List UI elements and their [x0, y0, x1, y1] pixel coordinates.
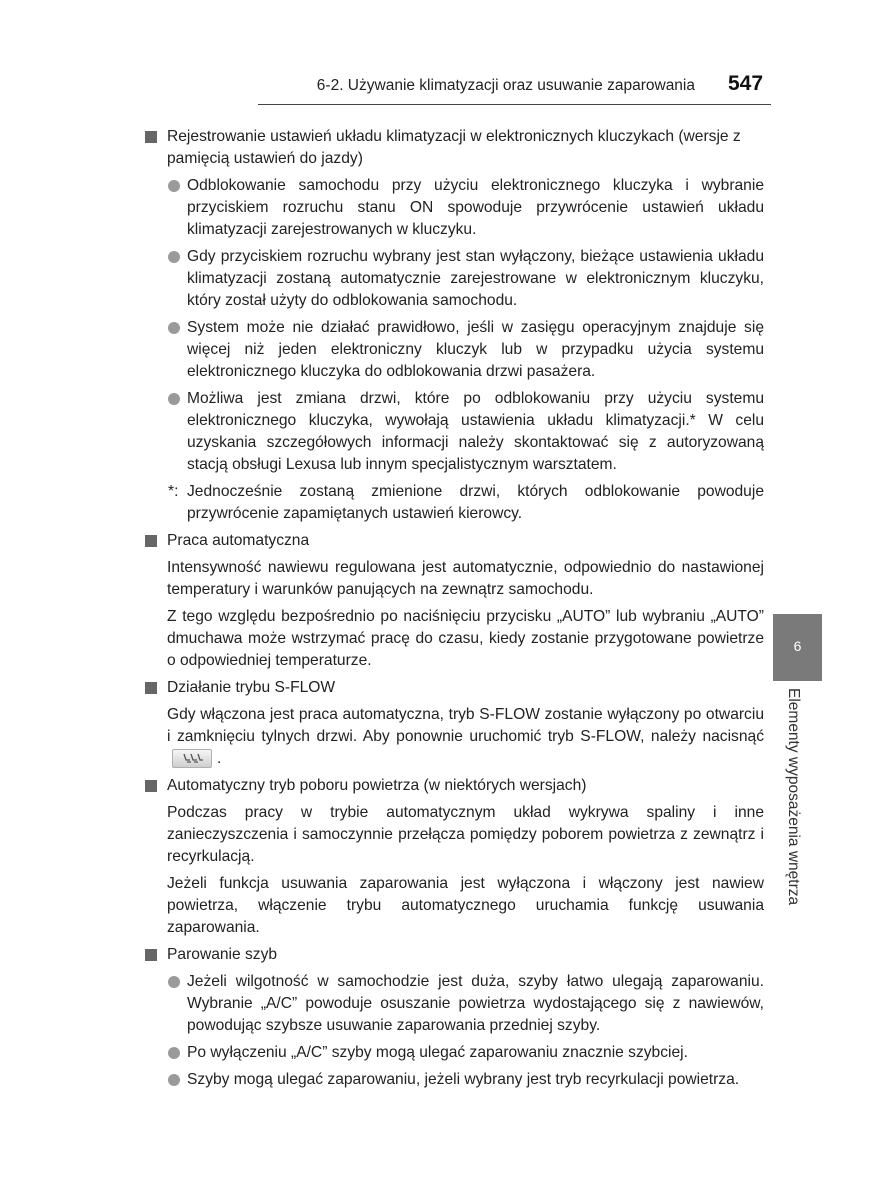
page-number: 547	[728, 72, 764, 95]
section-heading-text: Parowanie szyb	[167, 946, 278, 963]
footnote-text: Jednocześnie zostaną zmienione drzwi, których odblokowanie powoduje przywrócenie zapamiętanych ustawień kierowcy.	[187, 483, 764, 522]
section-heading	[144, 775, 764, 797]
square-bullet-icon	[145, 131, 157, 143]
square-bullet-icon	[145, 535, 157, 547]
round-bullet-icon	[168, 322, 180, 334]
list-item-text: Gdy przyciskiem rozruchu wybrany jest stan wyłączony, bieżące ustawienia układu klimatyzacji zostaną automatycznie zarejestrowane w elektronicznym kluczyku, który został użyty do odblokowania samochodu.	[187, 248, 764, 309]
paragraph-text: Gdy włączona jest praca automatyczna, tryb S-FLOW zostanie wyłączony po otwarciu i zamknięciu tylnych drzwi. Aby ponownie uruchomić tryb S-FLOW, należy nacisnąć	[167, 706, 764, 745]
list-item-text: Możliwa jest zmiana drzwi, które po odblokowaniu przy użyciu systemu elektronicznego kluczyka, wywołają ustawienia układu klimatyzacji.* W celu uzyskania szczegółowych informacji należy skontaktować się z autoryzowaną stacją obsługi Lexusa lub innym specjalistycznym warsztatem.	[187, 390, 764, 473]
list-item	[168, 1042, 764, 1064]
section-heading	[144, 677, 764, 699]
square-bullet-icon	[145, 780, 157, 792]
s-flow-button-icon	[172, 749, 212, 768]
paragraph: Intensywność nawiewu regulowana jest automatycznie, odpowiednio do nastawionej temperatury i warunków panujących na zewnątrz samochodu.	[167, 559, 764, 598]
section-heading	[144, 530, 764, 552]
list-item	[168, 317, 764, 383]
chapter-label: Elementy wyposażenia wnętrza	[785, 688, 802, 906]
list-item	[168, 1069, 764, 1091]
paragraph-text: .	[217, 750, 222, 767]
list-item-text: Odblokowanie samochodu przy użyciu elektronicznego kluczyka i wybranie przyciskiem rozruchu stanu ON spowoduje przywrócenie ustawień układu klimatyzacji zarejestrowanych w kluczyku.	[187, 177, 764, 238]
list-item-text: Szyby mogą ulegać zaparowaniu, jeżeli wybrany jest tryb recyrkulacji powietrza.	[187, 1071, 740, 1088]
section-heading	[144, 126, 764, 170]
list-item-text: Po wyłączeniu „A/C” szyby mogą ulegać zaparowaniu znacznie szybciej.	[187, 1044, 688, 1061]
round-bullet-icon	[168, 180, 180, 192]
bullet-list	[144, 971, 764, 1091]
section-body	[144, 802, 764, 939]
section-body	[144, 704, 764, 770]
chapter-tab	[773, 614, 822, 681]
list-item-text: System może nie działać prawidłowo, jeśli w zasięgu operacyjnym znajduje się więcej niż jeden elektroniczny kluczyk lub w przypadku użycia systemu elektronicznego kluczyka do odblokowania drzwi pasażera.	[187, 319, 764, 380]
square-bullet-icon	[145, 682, 157, 694]
section-heading-text: Rejestrowanie ustawień układu klimatyzacji w elektronicznych kluczykach (wersje z pamięcią ustawień do jazdy)	[167, 128, 741, 167]
header-title: 6-2. Używanie klimatyzacji oraz usuwanie zaparowania	[316, 77, 695, 94]
list-item	[168, 388, 764, 476]
list-item-text: Jeżeli wilgotność w samochodzie jest duża, szyby łatwo ulegają zaparowaniu. Wybranie „A/C” powoduje osuszanie powietrza wydostającego się z nawiewów, powodując szybsze usuwanie zaparowania przedniej szyby.	[187, 973, 764, 1034]
footnote-mark: *:	[168, 483, 179, 500]
section-body	[144, 557, 764, 672]
footnote	[168, 481, 764, 525]
header-divider	[258, 104, 771, 105]
round-bullet-icon	[168, 1047, 180, 1059]
paragraph	[167, 704, 764, 770]
bullet-list	[144, 175, 764, 525]
section-heading-text: Automatyczny tryb poboru powietrza (w niektórych wersjach)	[167, 777, 587, 794]
round-bullet-icon	[168, 1074, 180, 1086]
round-bullet-icon	[168, 251, 180, 263]
s-flow-seats-icon	[182, 753, 204, 764]
section-heading-text: Działanie trybu S-FLOW	[167, 679, 336, 696]
list-item	[168, 175, 764, 241]
section-heading-text: Praca automatyczna	[167, 532, 310, 549]
round-bullet-icon	[168, 393, 180, 405]
chapter-number: 6	[793, 638, 802, 654]
paragraph: Jeżeli funkcja usuwania zaparowania jest wyłączona i włączony jest nawiew powietrza, włączenie trybu automatycznego uruchamia funkcję usuwania zaparowania.	[167, 875, 764, 936]
list-item	[168, 246, 764, 312]
paragraph: Z tego względu bezpośrednio po naciśnięciu przycisku „AUTO” lub wybraniu „AUTO” dmuchawa może wstrzymać pracę do czasu, kiedy zostanie przygotowane powietrze o odpowiedniej temperaturze.	[167, 608, 764, 669]
paragraph: Podczas pracy w trybie automatycznym układ wykrywa spaliny i inne zanieczyszczenia i samoczynnie przełącza pomiędzy poborem powietrza z zewnątrz i recyrkulacją.	[167, 804, 764, 865]
round-bullet-icon	[168, 976, 180, 988]
list-item	[168, 971, 764, 1037]
square-bullet-icon	[145, 949, 157, 961]
section-heading	[144, 944, 764, 966]
page-content	[144, 126, 764, 1096]
